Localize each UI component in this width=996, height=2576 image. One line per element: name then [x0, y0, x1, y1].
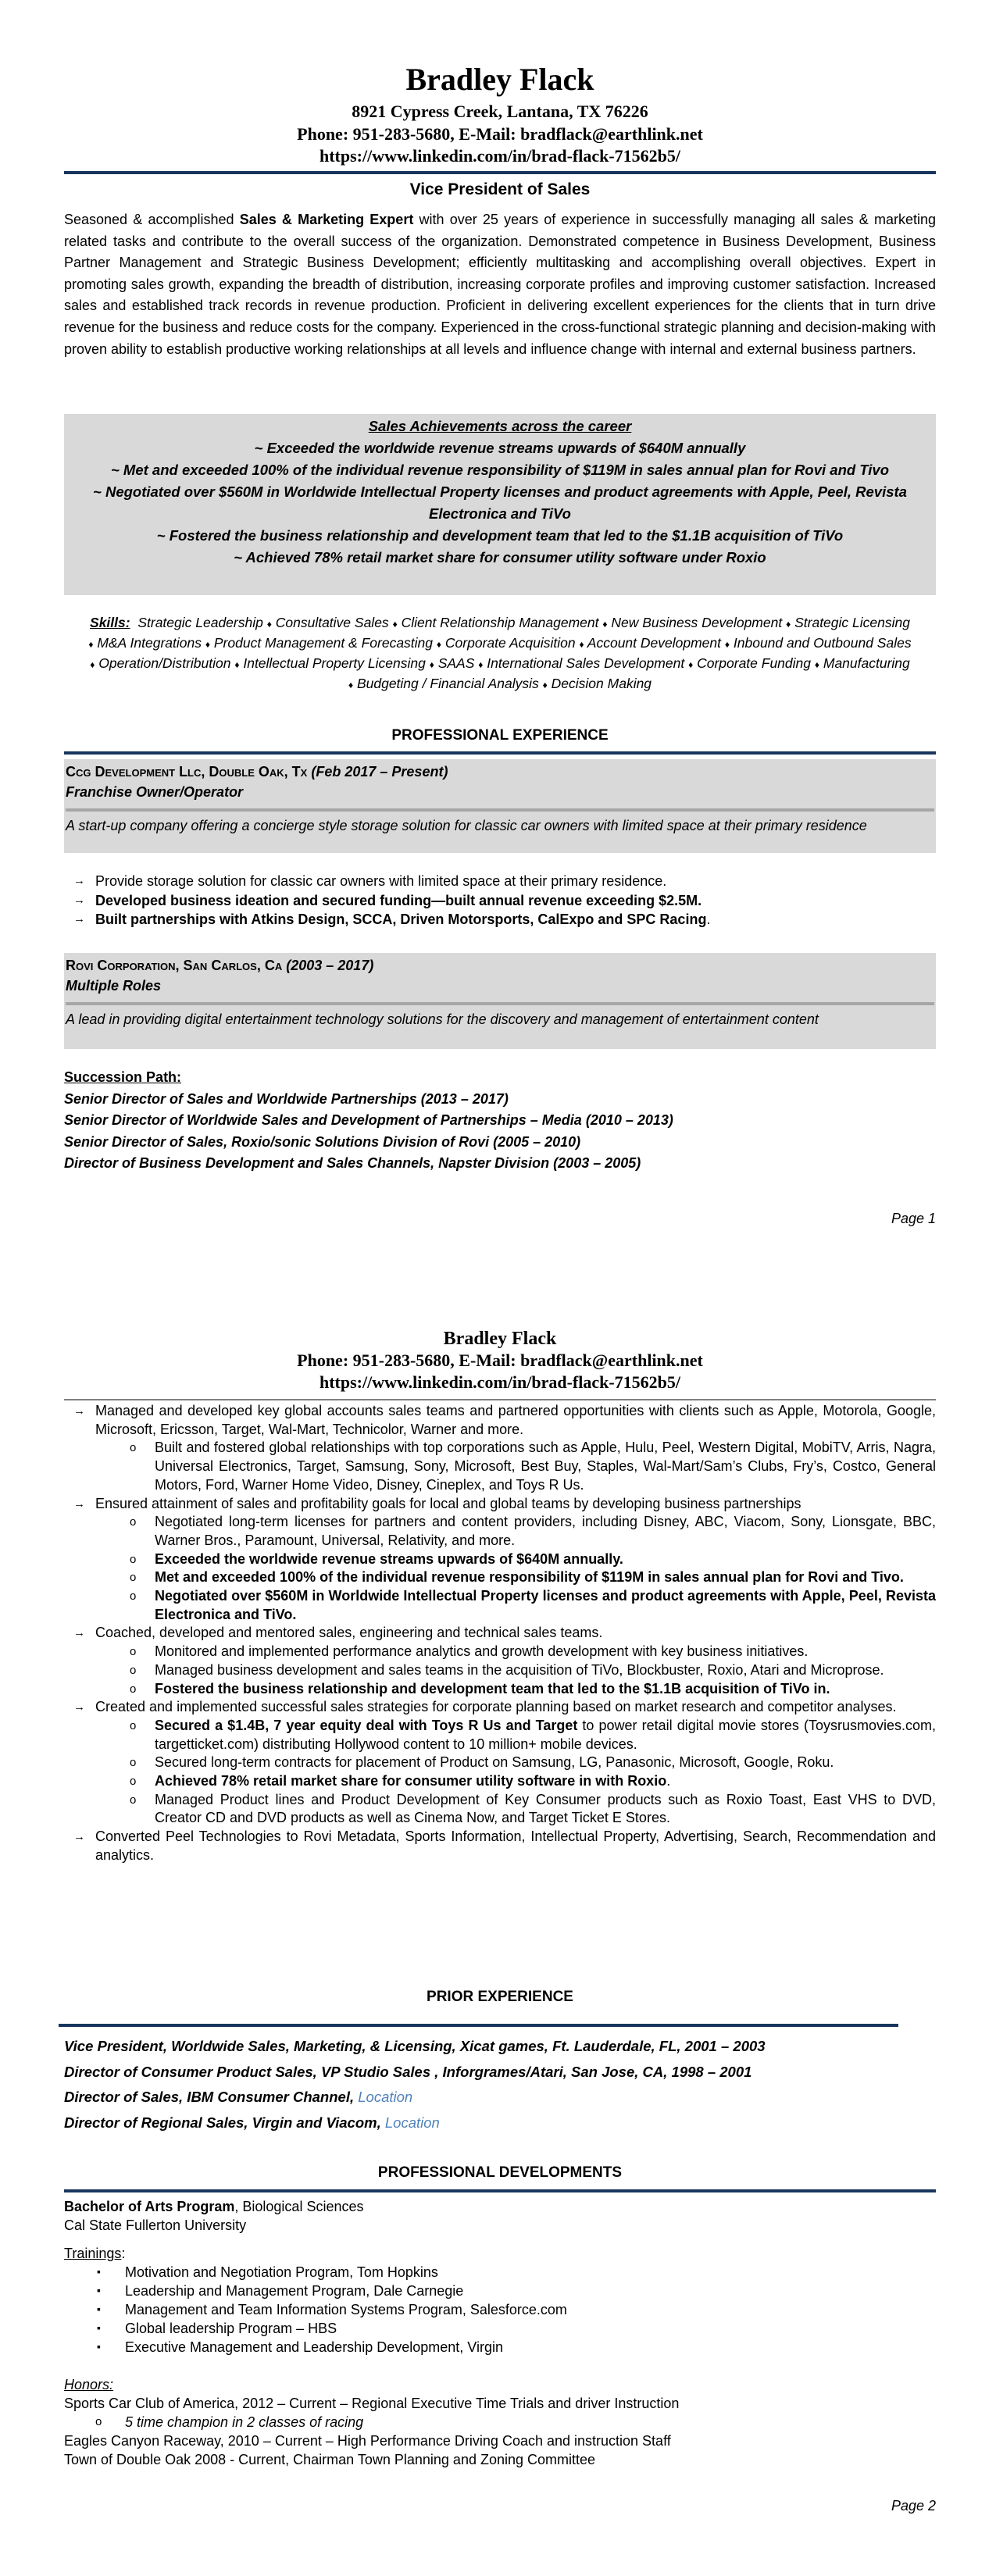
trainings-label: Trainings: [64, 2246, 122, 2261]
page-number: Page 2: [891, 2498, 936, 2514]
degree: Bachelor of Arts Program: [64, 2199, 235, 2214]
skill-item: Operation/Distribution: [98, 655, 231, 671]
circle-bullet-icon: o: [130, 1552, 137, 1566]
job-dates: (Feb 2017 – Present): [311, 764, 448, 780]
diamond-separator-icon: ♦: [724, 639, 730, 650]
phone-email: Phone: 951-283-5680, E-Mail: bradflack@earthlink.net: [297, 124, 703, 144]
professional-developments-title: PROFESSIONAL DEVELOPMENTS: [377, 2164, 623, 2181]
text-segment: Ensured attainment of sales and profitability goals for local and global teams by developing business partnerships: [95, 1495, 801, 1511]
achievement-item: ~ Negotiated over $560M in Worldwide Intellectual Property licenses and product agreements with Apple, Peel, Revista Electronica and TiVo: [93, 483, 907, 522]
text-segment: Sales & Marketing Expert: [239, 212, 414, 227]
diamond-separator-icon: ♦: [429, 659, 434, 670]
circle-bullet-icon: o: [95, 2415, 102, 2428]
honor-item: Sports Car Club of America, 2012 – Current – Regional Executive Time Trials and driver Instruction: [64, 2396, 680, 2411]
diamond-separator-icon: ♦: [88, 639, 94, 650]
circle-bullet-icon: o: [130, 1793, 137, 1807]
job-divider: [66, 808, 934, 812]
skill-item: Consultative Sales: [275, 615, 389, 630]
circle-bullet-icon: o: [130, 1682, 137, 1696]
text-segment: Negotiated over $560M in Worldwide Intellectual Property licenses and product agreements with Apple, Peel, Revista Electronica and TiVo.: [155, 1588, 936, 1622]
job-header-rovi: [64, 953, 936, 1049]
diamond-separator-icon: ♦: [786, 619, 791, 630]
sub-list-item: [64, 1550, 936, 1569]
square-bullet-icon: ▪: [97, 2340, 101, 2353]
achievement-item: ~ Fostered the business relationship and development team that led to the $1.1B acquisition of TiVo: [156, 527, 844, 544]
resume-name: Bradley Flack: [443, 1329, 557, 1349]
prior-role-text: Director of Sales, IBM Consumer Channel,: [64, 2089, 359, 2105]
training-item: [64, 2300, 936, 2319]
summary-paragraph: [64, 209, 936, 360]
diamond-separator-icon: ♦: [602, 619, 608, 630]
sub-list-item: [64, 1754, 936, 1772]
diamond-separator-icon: ♦: [348, 680, 354, 690]
sub-list-item: [64, 1568, 936, 1587]
text-segment: Monitored and implemented performance analytics and growth development with key business initiatives.: [155, 1643, 809, 1660]
location-placeholder: Location: [358, 2089, 413, 2105]
job-title: Multiple Roles: [66, 977, 162, 994]
sub-list-item: [64, 1513, 936, 1550]
job-header-ccg: [64, 759, 936, 853]
arrow-bullet-icon: →: [73, 1404, 85, 1418]
sub-list-item: [64, 1680, 936, 1699]
prior-role: [64, 2085, 936, 2110]
skill-item: Corporate Acquisition: [444, 635, 576, 651]
text-segment: Achieved 78% retail market share for consumer utility software in with Roxio: [155, 1773, 667, 1789]
sub-list-item: [64, 1772, 936, 1791]
skill-item: Decision Making: [551, 676, 652, 691]
headline: Vice President of Sales: [409, 180, 591, 198]
skill-item: Inbound and Outbound Sales: [733, 635, 912, 651]
circle-bullet-icon: o: [130, 1756, 137, 1770]
experience-divider: [64, 751, 936, 755]
skill-item: International Sales Development: [487, 655, 685, 671]
prior-role-text: Director of Regional Sales, Virgin and Viacom,: [64, 2114, 385, 2131]
text-segment: Converted Peel Technologies to Rovi Metadata, Sports Information, Intellectual Property, Advertising, Search, Recommendation and analytics.: [95, 1829, 936, 1863]
skill-item: New Business Development: [611, 615, 783, 630]
text-segment: Met and exceeded 100% of the individual revenue responsibility of $119M in sales annual plan for Rovi and Tivo.: [155, 1569, 904, 1586]
honor-sub-item: [64, 2413, 936, 2432]
diamond-separator-icon: ♦: [579, 639, 584, 650]
achievement-item: ~ Met and exceeded 100% of the individual revenue responsibility of $119M in sales annual plan for Rovi and Tivo: [110, 462, 890, 478]
text-segment: Built partnerships with Atkins Design, SCCA, Driven Motorsports, CalExpo and SPC Racing: [95, 912, 707, 927]
text-segment: Developed business ideation and secured funding—built annual revenue exceeding $2.5M.: [95, 892, 702, 908]
skills-section: [64, 613, 936, 694]
skill-item: Account Development: [587, 635, 722, 651]
page2-divider: [64, 1399, 936, 1400]
sub-list-item: [64, 1439, 936, 1494]
skill-item: SAAS: [437, 655, 475, 671]
location-placeholder: Location: [384, 2114, 440, 2131]
text-segment: Secured a $1.4B, 7 year equity deal with Toys R Us and Target: [155, 1717, 578, 1733]
arrow-bullet-icon: →: [73, 1830, 85, 1844]
training-text: Executive Management and Leadership Development, Virgin: [125, 2339, 503, 2355]
job-divider: [66, 1002, 934, 1005]
job-title: Franchise Owner/Operator: [66, 783, 244, 800]
arrow-bullet-icon: →: [73, 1626, 85, 1640]
sub-list-item: [64, 1717, 936, 1754]
square-bullet-icon: ▪: [97, 2303, 101, 2315]
list-item: [64, 1495, 936, 1625]
skill-item: Budgeting / Financial Analysis: [356, 676, 539, 691]
company-name: Ccg Development Llc, Double Oak, Tx: [66, 764, 308, 780]
square-bullet-icon: ▪: [97, 2321, 101, 2334]
diamond-separator-icon: ♦: [478, 659, 484, 670]
training-item: [64, 2282, 936, 2300]
text-segment: .: [666, 1773, 671, 1789]
skill-item: Corporate Funding: [697, 655, 811, 671]
prior-role: [64, 2034, 936, 2060]
prior-role-text: Vice President, Worldwide Sales, Marketing, & Licensing, Xicat games, Ft. Lauderdale, FL, 2001 – 2003: [64, 2038, 766, 2054]
arrow-bullet-icon: →: [73, 1700, 85, 1714]
experience-title: PROFESSIONAL EXPERIENCE: [391, 727, 609, 744]
prior-role: [64, 2110, 936, 2136]
skill-item: Product Management & Forecasting: [213, 635, 434, 651]
circle-bullet-icon: o: [130, 1775, 137, 1789]
training-item: [64, 2263, 936, 2282]
list-item: [64, 1624, 936, 1698]
text-segment: Created and implemented successful sales strategies for corporate planning based on market research and competitor analyses.: [95, 1699, 897, 1715]
diamond-separator-icon: ♦: [234, 659, 240, 670]
succession-path: [64, 1067, 936, 1175]
company-description: A lead in providing digital entertainment technology solutions for the discovery and management of entertainment content: [66, 1011, 819, 1027]
arrow-bullet-icon: →: [73, 912, 85, 926]
circle-bullet-icon: o: [130, 1589, 137, 1604]
job-dates: (2003 – 2017): [286, 958, 374, 973]
text-segment: Coached, developed and mentored sales, engineering and technical sales teams.: [95, 1625, 603, 1641]
sub-list-item: [64, 1587, 936, 1624]
ccg-bullets: [64, 872, 936, 929]
achievement-item: ~ Achieved 78% retail market share for consumer utility software under Roxio: [234, 549, 766, 566]
arrow-bullet-icon: →: [73, 874, 85, 887]
text-segment: Provide storage solution for classic car owners with limited space at their primary residence.: [95, 873, 667, 889]
prior-experience-title: PRIOR EXPERIENCE: [427, 1989, 573, 2005]
list-item: [64, 891, 936, 911]
page-number: Page 1: [891, 1211, 936, 1226]
circle-bullet-icon: o: [130, 1515, 137, 1529]
text-segment: Seasoned & accomplished: [64, 212, 240, 227]
diamond-separator-icon: ♦: [542, 680, 548, 690]
list-item: [64, 910, 936, 929]
linkedin-link[interactable]: https://www.linkedin.com/in/brad-flack-71562b5/: [319, 1372, 681, 1392]
text-segment: Built and fostered global relationships with top corporations such as Apple, Hulu, Peel, Western Digital, MobiTV, Arris, Nagra, Universal Electronics, Target, Samsung, Sony, Microsoft, Best Buy, Staples, Wal-Mart/Sam’s Clubs, Fry’s, Costco, General Motors, Ford, Warner Home Video, Disney, Cineplex, and Toys R Us.: [155, 1440, 936, 1493]
arrow-bullet-icon: →: [73, 893, 85, 907]
achievements-box: [64, 414, 936, 595]
prior-role: [64, 2060, 936, 2085]
company-name: Rovi Corporation, San Carlos, Ca: [66, 958, 283, 973]
linkedin-link[interactable]: https://www.linkedin.com/in/brad-flack-71562b5/: [319, 146, 681, 166]
text-segment: .: [706, 912, 711, 927]
school: Cal State Fullerton University: [64, 2217, 247, 2233]
text-segment: Fostered the business relationship and development team that led to the $1.1B acquisition of TiVo in.: [155, 1680, 830, 1697]
diamond-separator-icon: ♦: [392, 619, 398, 630]
circle-bullet-icon: o: [130, 1718, 137, 1732]
succession-role: Senior Director of Worldwide Sales and Development of Partnerships – Media (2010 – 2013): [64, 1112, 673, 1128]
training-text: Leadership and Management Program, Dale Carnegie: [125, 2283, 464, 2299]
rovi-bullets: [64, 1402, 936, 1865]
diamond-separator-icon: ♦: [90, 659, 95, 670]
sub-list-item: [64, 1643, 936, 1661]
list-item: [64, 1402, 936, 1495]
text-segment: to power retail digital movie stores (Toysrusmovies.com, targetticket.com) distributing Hollywood content to 10 million+ mobile devices.: [155, 1717, 937, 1752]
circle-bullet-icon: o: [130, 1645, 137, 1659]
text-segment: Managed Product lines and Product Development of Key Consumer products such as Roxio Toast, East VHS to DVD, Creator CD and DVD products as well as Cinema Now, and Target Ticket E Stores.: [155, 1791, 936, 1826]
diamond-separator-icon: ♦: [205, 639, 210, 650]
text-segment: Negotiated long-term licenses for partners and content providers, including Disney, ABC, Viacom, Sony, Lionsgate, BBC, Warner Bros., Paramount, Universal, Relativity, and more.: [155, 1514, 936, 1548]
resume-name: Bradley Flack: [405, 62, 594, 97]
circle-bullet-icon: o: [130, 1663, 137, 1677]
prior-role-text: Director of Consumer Product Sales, VP Studio Sales , Inforgrames/Atari, San Jose, CA, 1998 – 2001: [64, 2063, 752, 2080]
square-bullet-icon: ▪: [97, 2265, 101, 2278]
sub-list-item: [64, 1661, 936, 1680]
trainings-colon: :: [121, 2246, 126, 2261]
skills-label: Skills:: [90, 615, 130, 630]
skill-item: Manufacturing: [823, 655, 910, 671]
circle-bullet-icon: o: [130, 1441, 137, 1455]
list-item: [64, 872, 936, 891]
text-segment: Managed and developed key global accounts sales teams and partnered opportunities with clients such as Apple, Motorola, Google, Microsoft, Ericsson, Target, Wal-Mart, Technicolor, Warner and more.: [95, 1403, 936, 1437]
phone-email: Phone: 951-283-5680, E-Mail: bradflack@earthlink.net: [297, 1350, 703, 1370]
circle-bullet-icon: o: [130, 1571, 137, 1585]
major: , Biological Sciences: [234, 2199, 364, 2214]
succession-role: Senior Director of Sales and Worldwide Partnerships (2013 – 2017): [64, 1090, 509, 1107]
prior-roles: [64, 2034, 936, 2135]
diamond-separator-icon: ♦: [266, 619, 272, 630]
training-text: Motivation and Negotiation Program, Tom Hopkins: [125, 2264, 438, 2280]
skill-item: Client Relationship Management: [401, 615, 599, 630]
header-divider: [64, 171, 936, 174]
education-section: [64, 2197, 936, 2469]
arrow-bullet-icon: →: [73, 1497, 85, 1511]
succession-role: Director of Business Development and Sales Channels, Napster Division (2003 – 2005): [64, 1155, 641, 1171]
succession-label: Succession Path:: [64, 1069, 182, 1085]
company-description: A start-up company offering a concierge style storage solution for classic car owners with limited space at their primary residence: [66, 818, 867, 833]
list-item: [64, 1828, 936, 1864]
skill-item: Intellectual Property Licensing: [243, 655, 426, 671]
list-item: [64, 1698, 936, 1828]
diamond-separator-icon: ♦: [814, 659, 819, 670]
training-item: [64, 2338, 936, 2357]
address: 8921 Cypress Creek, Lantana, TX 76226: [352, 102, 648, 121]
achievement-item: ~ Exceeded the worldwide revenue streams upwards of $640M annually: [254, 440, 746, 456]
square-bullet-icon: ▪: [97, 2284, 101, 2296]
skill-item: Strategic Licensing: [794, 615, 910, 630]
succession-role: Senior Director of Sales, Roxio/sonic Solutions Division of Rovi (2005 – 2010): [64, 1133, 581, 1150]
honor-item: Town of Double Oak 2008 - Current, Chairman Town Planning and Zoning Committee: [64, 2452, 596, 2467]
developments-divider: [64, 2189, 936, 2192]
text-segment: Managed business development and sales teams in the acquisition of TiVo, Blockbuster, Roxio, Atari and Microprose.: [155, 1661, 884, 1678]
diamond-separator-icon: ♦: [436, 639, 442, 650]
prior-divider: [59, 2024, 898, 2027]
training-item: [64, 2319, 936, 2338]
text-segment: with over 25 years of experience in successfully managing all sales & marketing related tasks and contribute to the overall success of the organization. Demonstrated competence in Business Development, Business Partner Management and Strategic Business Development; efficiently multitasking and accomplishing overall objectives. Expert in promoting sales growth, expanding the breadth of distribution, increasing corporate profiles and improving customer satisfaction. Increased sales and established track records in revenue production. Proficient in delivering excellent experiences for the clients that in turn drive revenue for the business and reduce costs for the company. Experienced in the cross-functional strategic planning and decision-making with proven ability to establish productive working relationships at all levels and influence change with internal and external business partners.: [64, 212, 936, 357]
skill-item: Strategic Leadership: [137, 615, 263, 630]
sub-list-item: [64, 1791, 936, 1828]
honors-label: Honors:: [64, 2377, 114, 2392]
achievements-title: Sales Achievements across the career: [368, 418, 632, 434]
training-text: Management and Team Information Systems Program, Salesforce.com: [125, 2302, 567, 2317]
training-text: Global leadership Program – HBS: [125, 2321, 337, 2336]
diamond-separator-icon: ♦: [688, 659, 694, 670]
skill-item: M&A Integrations: [97, 635, 202, 651]
text-segment: Secured long-term contracts for placement of Product on Samsung, LG, Panasonic, Microsoft, Google, Roku.: [155, 1754, 834, 1771]
honor-sub-text: 5 time champion in 2 classes of racing: [125, 2414, 364, 2430]
text-segment: Exceeded the worldwide revenue streams upwards of $640M annually.: [155, 1550, 623, 1567]
honor-item: Eagles Canyon Raceway, 2010 – Current – High Performance Driving Coach and instruction Staff: [64, 2433, 671, 2449]
